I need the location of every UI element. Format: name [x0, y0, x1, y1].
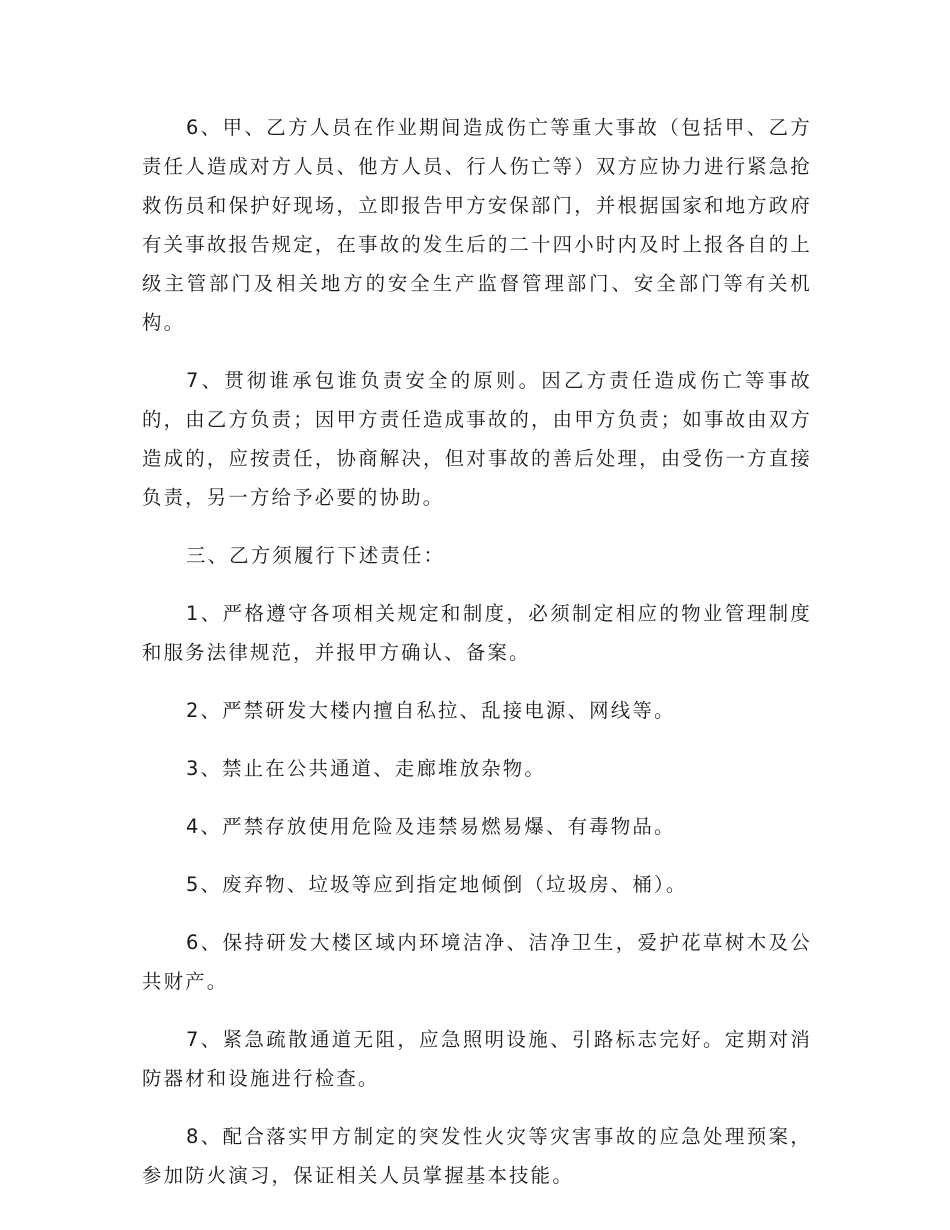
- paragraph-duty-7: 7、紧急疏散通道无阻，应急照明设施、引路标志完好。定期对消防器材和设施进行检查。: [142, 1028, 812, 1090]
- paragraph-duty-1: 1、严格遵守各项相关规定和制度，必须制定相应的物业管理制度和服务法律规范，并报甲方确认、备案。: [142, 602, 812, 664]
- paragraph-duty-3: 3、禁止在公共通道、走廊堆放杂物。: [186, 757, 546, 780]
- paragraph-duty-4: 4、严禁存放使用危险及违禁易燃易爆、有毒物品。: [186, 815, 676, 838]
- paragraph-safety-responsibility: 7、贯彻谁承包谁负责安全的原则。因乙方责任造成伤亡等事故的，由乙方负责；因甲方责任造成事故的，由甲方负责；如事故由双方造成的，应按责任，协商解决，但对事故的善后处理，由受伤一方直接负责，另一方给予必要的协助。: [142, 369, 812, 509]
- document-body: [142, 108, 812, 1214]
- paragraph-duty-2: 2、严禁研发大楼内擅自私拉、乱接电源、网线等。: [186, 699, 676, 722]
- paragraph-duty-6: 6、保持研发大楼区域内环境洁净、洁净卫生，爱护花草树木及公共财产。: [142, 931, 812, 993]
- paragraph-accident-reporting: 6、甲、乙方人员在作业期间造成伤亡等重大事故（包括甲、乙方责任人造成对方人员、他方人员、行人伤亡等）双方应协力进行紧急抢救伤员和保护好现场，立即报告甲方安保部门，并根据国家和地方政府有关事故报告规定，在事故的发生后的二十四小时内及时上报各自的上级主管部门及相关地方的安全生产监督管理部门、安全部门等有关机构。: [142, 116, 812, 334]
- paragraph-duty-8: 8、配合落实甲方制定的突发性火灾等灾害事故的应急处理预案，参加防火演习，保证相关人员掌握基本技能。: [142, 1125, 812, 1187]
- paragraph-duty-5: 5、废弃物、垃圾等应到指定地倾倒（垃圾房、桶）。: [186, 873, 688, 896]
- section-heading-party-b-duties: 三、乙方须履行下述责任：: [186, 544, 446, 567]
